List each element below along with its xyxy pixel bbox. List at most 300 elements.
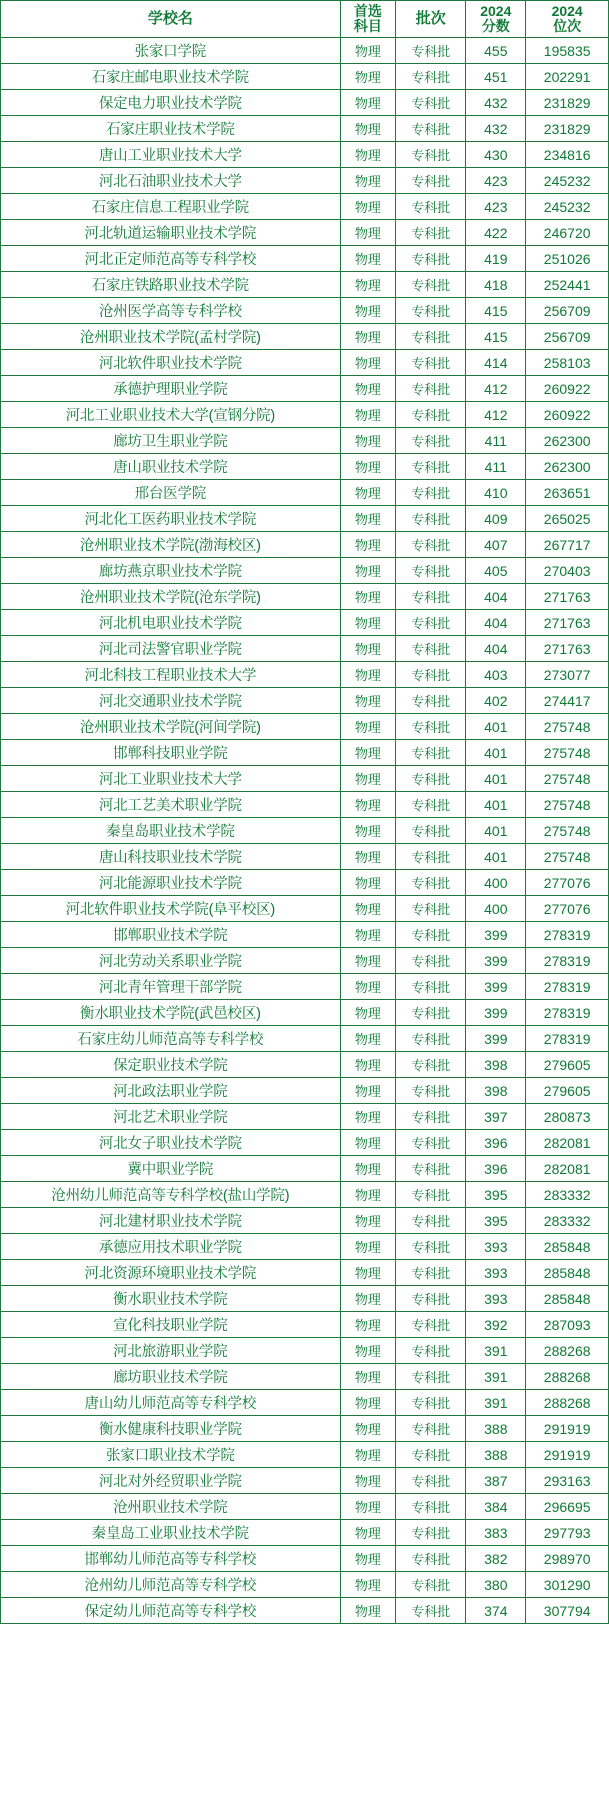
cell-batch: 专科批 xyxy=(396,1572,466,1598)
header-subject xyxy=(340,1,395,38)
cell-school: 沧州幼儿师范高等专科学校 xyxy=(1,1572,341,1598)
cell-school: 保定职业技术学院 xyxy=(1,1052,341,1078)
cell-rank: 285848 xyxy=(526,1260,609,1286)
cell-subject: 物理 xyxy=(340,1078,395,1104)
cell-batch: 专科批 xyxy=(396,1182,466,1208)
cell-score: 415 xyxy=(466,298,526,324)
cell-rank: 280873 xyxy=(526,1104,609,1130)
cell-rank: 278319 xyxy=(526,948,609,974)
cell-school: 河北旅游职业学院 xyxy=(1,1338,341,1364)
cell-score: 412 xyxy=(466,402,526,428)
table-row xyxy=(1,1546,609,1572)
cell-school: 承德护理职业学院 xyxy=(1,376,341,402)
cell-score: 399 xyxy=(466,974,526,1000)
cell-rank: 298970 xyxy=(526,1546,609,1572)
cell-rank: 275748 xyxy=(526,818,609,844)
table-row xyxy=(1,1026,609,1052)
cell-score: 400 xyxy=(466,870,526,896)
table-row xyxy=(1,1052,609,1078)
table-row xyxy=(1,272,609,298)
cell-school: 沧州职业技术学院(河间学院) xyxy=(1,714,341,740)
cell-batch: 专科批 xyxy=(396,116,466,142)
cell-score: 388 xyxy=(466,1442,526,1468)
table-row xyxy=(1,1442,609,1468)
cell-score: 430 xyxy=(466,142,526,168)
cell-subject: 物理 xyxy=(340,610,395,636)
table-row xyxy=(1,428,609,454)
cell-rank: 245232 xyxy=(526,168,609,194)
table-row xyxy=(1,740,609,766)
cell-rank: 288268 xyxy=(526,1390,609,1416)
cell-batch: 专科批 xyxy=(396,610,466,636)
cell-score: 393 xyxy=(466,1260,526,1286)
cell-batch: 专科批 xyxy=(396,714,466,740)
cell-rank: 275748 xyxy=(526,740,609,766)
cell-score: 423 xyxy=(466,194,526,220)
cell-score: 395 xyxy=(466,1208,526,1234)
cell-score: 401 xyxy=(466,792,526,818)
cell-score: 412 xyxy=(466,376,526,402)
table-row xyxy=(1,636,609,662)
cell-school: 石家庄职业技术学院 xyxy=(1,116,341,142)
cell-subject: 物理 xyxy=(340,454,395,480)
cell-school: 张家口职业技术学院 xyxy=(1,1442,341,1468)
cell-score: 400 xyxy=(466,896,526,922)
table-row xyxy=(1,116,609,142)
header-school: 学校名 xyxy=(1,1,341,38)
cell-school: 河北机电职业技术学院 xyxy=(1,610,341,636)
cell-batch: 专科批 xyxy=(396,1026,466,1052)
cell-score: 393 xyxy=(466,1286,526,1312)
cell-subject: 物理 xyxy=(340,506,395,532)
cell-score: 407 xyxy=(466,532,526,558)
cell-score: 398 xyxy=(466,1052,526,1078)
cell-school: 石家庄邮电职业技术学院 xyxy=(1,64,341,90)
cell-rank: 279605 xyxy=(526,1078,609,1104)
table-row xyxy=(1,142,609,168)
cell-rank: 262300 xyxy=(526,428,609,454)
cell-batch: 专科批 xyxy=(396,1078,466,1104)
cell-batch: 专科批 xyxy=(396,428,466,454)
cell-subject: 物理 xyxy=(340,298,395,324)
cell-rank: 275748 xyxy=(526,792,609,818)
cell-subject: 物理 xyxy=(340,1442,395,1468)
cell-batch: 专科批 xyxy=(396,64,466,90)
cell-rank: 278319 xyxy=(526,922,609,948)
cell-subject: 物理 xyxy=(340,532,395,558)
cell-rank: 256709 xyxy=(526,324,609,350)
cell-batch: 专科批 xyxy=(396,38,466,64)
cell-school: 衡水健康科技职业学院 xyxy=(1,1416,341,1442)
cell-rank: 251026 xyxy=(526,246,609,272)
cell-score: 396 xyxy=(466,1156,526,1182)
cell-subject: 物理 xyxy=(340,844,395,870)
cell-subject: 物理 xyxy=(340,740,395,766)
cell-subject: 物理 xyxy=(340,1572,395,1598)
cell-rank: 278319 xyxy=(526,1000,609,1026)
cell-subject: 物理 xyxy=(340,766,395,792)
cell-rank: 282081 xyxy=(526,1130,609,1156)
cell-batch: 专科批 xyxy=(396,584,466,610)
cell-batch: 专科批 xyxy=(396,1598,466,1624)
table-row xyxy=(1,844,609,870)
table-row xyxy=(1,584,609,610)
cell-subject: 物理 xyxy=(340,870,395,896)
cell-school: 河北工业职业技术大学(宣钢分院) xyxy=(1,402,341,428)
cell-score: 384 xyxy=(466,1494,526,1520)
table-row xyxy=(1,1156,609,1182)
cell-rank: 275748 xyxy=(526,766,609,792)
cell-school: 唐山职业技术学院 xyxy=(1,454,341,480)
cell-rank: 271763 xyxy=(526,584,609,610)
cell-subject: 物理 xyxy=(340,1052,395,1078)
cell-batch: 专科批 xyxy=(396,454,466,480)
cell-rank: 279605 xyxy=(526,1052,609,1078)
cell-school: 河北交通职业技术学院 xyxy=(1,688,341,714)
cell-subject: 物理 xyxy=(340,1338,395,1364)
cell-school: 河北科技工程职业技术大学 xyxy=(1,662,341,688)
table-row xyxy=(1,506,609,532)
cell-school: 邯郸幼儿师范高等专科学校 xyxy=(1,1546,341,1572)
cell-batch: 专科批 xyxy=(396,532,466,558)
cell-subject: 物理 xyxy=(340,1156,395,1182)
cell-batch: 专科批 xyxy=(396,1052,466,1078)
cell-subject: 物理 xyxy=(340,142,395,168)
cell-score: 387 xyxy=(466,1468,526,1494)
cell-school: 秦皇岛职业技术学院 xyxy=(1,818,341,844)
cell-subject: 物理 xyxy=(340,1312,395,1338)
cell-score: 432 xyxy=(466,116,526,142)
cell-subject: 物理 xyxy=(340,922,395,948)
header-rank-line2: 位次 xyxy=(553,18,582,34)
cell-score: 399 xyxy=(466,948,526,974)
table-body xyxy=(1,38,609,1624)
table-row xyxy=(1,766,609,792)
table-row xyxy=(1,870,609,896)
table-row xyxy=(1,324,609,350)
cell-batch: 专科批 xyxy=(396,324,466,350)
table-row xyxy=(1,220,609,246)
cell-rank: 231829 xyxy=(526,90,609,116)
cell-subject: 物理 xyxy=(340,584,395,610)
cell-subject: 物理 xyxy=(340,558,395,584)
cell-rank: 288268 xyxy=(526,1364,609,1390)
cell-rank: 252441 xyxy=(526,272,609,298)
cell-score: 411 xyxy=(466,428,526,454)
cell-rank: 271763 xyxy=(526,610,609,636)
cell-subject: 物理 xyxy=(340,1520,395,1546)
cell-rank: 288268 xyxy=(526,1338,609,1364)
cell-school: 河北司法警官职业学院 xyxy=(1,636,341,662)
cell-batch: 专科批 xyxy=(396,90,466,116)
table-row xyxy=(1,1260,609,1286)
cell-batch: 专科批 xyxy=(396,870,466,896)
cell-subject: 物理 xyxy=(340,662,395,688)
table-row xyxy=(1,1078,609,1104)
table-row xyxy=(1,1416,609,1442)
cell-school: 河北软件职业技术学院 xyxy=(1,350,341,376)
cell-score: 403 xyxy=(466,662,526,688)
cell-batch: 专科批 xyxy=(396,1494,466,1520)
cell-school: 河北软件职业技术学院(阜平校区) xyxy=(1,896,341,922)
header-subject-line2: 科目 xyxy=(353,18,382,34)
cell-school: 衡水职业技术学院(武邑校区) xyxy=(1,1000,341,1026)
cell-school: 河北劳动关系职业学院 xyxy=(1,948,341,974)
cell-school: 邢台医学院 xyxy=(1,480,341,506)
cell-rank: 260922 xyxy=(526,402,609,428)
cell-subject: 物理 xyxy=(340,1234,395,1260)
cell-batch: 专科批 xyxy=(396,818,466,844)
cell-score: 395 xyxy=(466,1182,526,1208)
header-batch: 批次 xyxy=(396,1,466,38)
table-row xyxy=(1,1598,609,1624)
cell-score: 401 xyxy=(466,844,526,870)
cell-score: 383 xyxy=(466,1520,526,1546)
cell-subject: 物理 xyxy=(340,636,395,662)
cell-rank: 277076 xyxy=(526,896,609,922)
cell-rank: 258103 xyxy=(526,350,609,376)
table-row xyxy=(1,818,609,844)
cell-school: 廊坊燕京职业技术学院 xyxy=(1,558,341,584)
cell-school: 河北对外经贸职业学院 xyxy=(1,1468,341,1494)
cell-batch: 专科批 xyxy=(396,1208,466,1234)
cell-rank: 260922 xyxy=(526,376,609,402)
cell-rank: 307794 xyxy=(526,1598,609,1624)
cell-subject: 物理 xyxy=(340,896,395,922)
table-row xyxy=(1,1234,609,1260)
cell-school: 秦皇岛工业职业技术学院 xyxy=(1,1520,341,1546)
cell-score: 397 xyxy=(466,1104,526,1130)
cell-batch: 专科批 xyxy=(396,740,466,766)
cell-batch: 专科批 xyxy=(396,974,466,1000)
cell-score: 410 xyxy=(466,480,526,506)
cell-rank: 275748 xyxy=(526,714,609,740)
cell-rank: 296695 xyxy=(526,1494,609,1520)
table-row xyxy=(1,1312,609,1338)
cell-batch: 专科批 xyxy=(396,272,466,298)
cell-score: 374 xyxy=(466,1598,526,1624)
cell-score: 401 xyxy=(466,818,526,844)
table-row xyxy=(1,792,609,818)
table-row xyxy=(1,1572,609,1598)
cell-score: 405 xyxy=(466,558,526,584)
table-row xyxy=(1,194,609,220)
cell-subject: 物理 xyxy=(340,714,395,740)
header-subject-line1: 首选 xyxy=(353,3,382,20)
cell-batch: 专科批 xyxy=(396,1416,466,1442)
cell-subject: 物理 xyxy=(340,64,395,90)
cell-rank: 245232 xyxy=(526,194,609,220)
cell-rank: 278319 xyxy=(526,974,609,1000)
cell-school: 河北能源职业技术学院 xyxy=(1,870,341,896)
cell-score: 409 xyxy=(466,506,526,532)
cell-score: 380 xyxy=(466,1572,526,1598)
cell-school: 河北石油职业技术大学 xyxy=(1,168,341,194)
cell-batch: 专科批 xyxy=(396,194,466,220)
cell-subject: 物理 xyxy=(340,116,395,142)
cell-school: 张家口学院 xyxy=(1,38,341,64)
cell-subject: 物理 xyxy=(340,1104,395,1130)
cell-rank: 291919 xyxy=(526,1416,609,1442)
cell-batch: 专科批 xyxy=(396,1104,466,1130)
cell-rank: 270403 xyxy=(526,558,609,584)
cell-batch: 专科批 xyxy=(396,1000,466,1026)
cell-school: 河北工艺美术职业学院 xyxy=(1,792,341,818)
cell-score: 401 xyxy=(466,714,526,740)
cell-score: 415 xyxy=(466,324,526,350)
cell-school: 承德应用技术职业学院 xyxy=(1,1234,341,1260)
cell-rank: 301290 xyxy=(526,1572,609,1598)
cell-score: 393 xyxy=(466,1234,526,1260)
table-row xyxy=(1,298,609,324)
cell-batch: 专科批 xyxy=(396,1286,466,1312)
cell-batch: 专科批 xyxy=(396,1390,466,1416)
table-row xyxy=(1,1104,609,1130)
cell-subject: 物理 xyxy=(340,1286,395,1312)
cell-rank: 273077 xyxy=(526,662,609,688)
cell-batch: 专科批 xyxy=(396,1338,466,1364)
cell-school: 唐山科技职业技术学院 xyxy=(1,844,341,870)
cell-score: 404 xyxy=(466,636,526,662)
cell-rank: 246720 xyxy=(526,220,609,246)
table-row xyxy=(1,350,609,376)
cell-school: 冀中职业学院 xyxy=(1,1156,341,1182)
cell-batch: 专科批 xyxy=(396,1468,466,1494)
cell-school: 石家庄铁路职业技术学院 xyxy=(1,272,341,298)
table-row xyxy=(1,1182,609,1208)
cell-subject: 物理 xyxy=(340,1130,395,1156)
cell-school: 廊坊职业技术学院 xyxy=(1,1364,341,1390)
cell-subject: 物理 xyxy=(340,168,395,194)
table-row xyxy=(1,1468,609,1494)
cell-batch: 专科批 xyxy=(396,402,466,428)
table-row xyxy=(1,974,609,1000)
cell-school: 邯郸科技职业学院 xyxy=(1,740,341,766)
cell-score: 411 xyxy=(466,454,526,480)
cell-batch: 专科批 xyxy=(396,1234,466,1260)
cell-rank: 277076 xyxy=(526,870,609,896)
cell-score: 401 xyxy=(466,766,526,792)
cell-rank: 285848 xyxy=(526,1286,609,1312)
cell-batch: 专科批 xyxy=(396,376,466,402)
table-row xyxy=(1,1286,609,1312)
header-rank-line1: 2024 xyxy=(551,3,583,20)
header-score xyxy=(466,1,526,38)
cell-school: 沧州职业技术学院(沧东学院) xyxy=(1,584,341,610)
table-row xyxy=(1,90,609,116)
cell-rank: 234816 xyxy=(526,142,609,168)
cell-subject: 物理 xyxy=(340,1182,395,1208)
cell-school: 衡水职业技术学院 xyxy=(1,1286,341,1312)
cell-school: 河北建材职业技术学院 xyxy=(1,1208,341,1234)
table-row xyxy=(1,402,609,428)
cell-subject: 物理 xyxy=(340,428,395,454)
cell-batch: 专科批 xyxy=(396,1520,466,1546)
cell-score: 404 xyxy=(466,584,526,610)
cell-score: 392 xyxy=(466,1312,526,1338)
cell-school: 宣化科技职业学院 xyxy=(1,1312,341,1338)
cell-school: 河北化工医药职业技术学院 xyxy=(1,506,341,532)
table-row xyxy=(1,454,609,480)
table-row xyxy=(1,1364,609,1390)
cell-rank: 275748 xyxy=(526,844,609,870)
cell-batch: 专科批 xyxy=(396,350,466,376)
cell-score: 414 xyxy=(466,350,526,376)
cell-score: 399 xyxy=(466,922,526,948)
cell-subject: 物理 xyxy=(340,1000,395,1026)
table-row xyxy=(1,1390,609,1416)
cell-school: 河北轨道运输职业技术学院 xyxy=(1,220,341,246)
cell-rank: 283332 xyxy=(526,1208,609,1234)
cell-subject: 物理 xyxy=(340,272,395,298)
table-row xyxy=(1,662,609,688)
cell-rank: 278319 xyxy=(526,1026,609,1052)
cell-batch: 专科批 xyxy=(396,246,466,272)
cell-rank: 293163 xyxy=(526,1468,609,1494)
cell-school: 沧州职业技术学院(孟村学院) xyxy=(1,324,341,350)
cell-batch: 专科批 xyxy=(396,1546,466,1572)
cell-rank: 283332 xyxy=(526,1182,609,1208)
cell-score: 382 xyxy=(466,1546,526,1572)
cell-rank: 287093 xyxy=(526,1312,609,1338)
cell-subject: 物理 xyxy=(340,402,395,428)
cell-score: 432 xyxy=(466,90,526,116)
cell-school: 沧州医学高等专科学校 xyxy=(1,298,341,324)
cell-school: 唐山工业职业技术大学 xyxy=(1,142,341,168)
cell-batch: 专科批 xyxy=(396,1442,466,1468)
cell-batch: 专科批 xyxy=(396,1130,466,1156)
cell-subject: 物理 xyxy=(340,818,395,844)
cell-score: 422 xyxy=(466,220,526,246)
cell-subject: 物理 xyxy=(340,376,395,402)
cell-subject: 物理 xyxy=(340,480,395,506)
table-row xyxy=(1,1520,609,1546)
table-row xyxy=(1,714,609,740)
table-row xyxy=(1,168,609,194)
cell-school: 保定电力职业技术学院 xyxy=(1,90,341,116)
header-row xyxy=(1,1,609,38)
cell-score: 418 xyxy=(466,272,526,298)
cell-batch: 专科批 xyxy=(396,688,466,714)
table-row xyxy=(1,64,609,90)
cell-rank: 291919 xyxy=(526,1442,609,1468)
table-row xyxy=(1,246,609,272)
header-score-line2: 分数 xyxy=(481,18,510,34)
cell-rank: 256709 xyxy=(526,298,609,324)
cell-subject: 物理 xyxy=(340,38,395,64)
table-row xyxy=(1,948,609,974)
cell-school: 石家庄幼儿师范高等专科学校 xyxy=(1,1026,341,1052)
cell-subject: 物理 xyxy=(340,350,395,376)
cell-score: 398 xyxy=(466,1078,526,1104)
header-rank xyxy=(526,1,609,38)
cell-subject: 物理 xyxy=(340,1390,395,1416)
table-row xyxy=(1,532,609,558)
cell-score: 391 xyxy=(466,1390,526,1416)
table-row xyxy=(1,922,609,948)
cell-score: 399 xyxy=(466,1026,526,1052)
cell-school: 沧州职业技术学院 xyxy=(1,1494,341,1520)
table-row xyxy=(1,480,609,506)
cell-subject: 物理 xyxy=(340,1598,395,1624)
cell-subject: 物理 xyxy=(340,792,395,818)
cell-school: 河北女子职业技术学院 xyxy=(1,1130,341,1156)
cell-school: 邯郸职业技术学院 xyxy=(1,922,341,948)
cell-subject: 物理 xyxy=(340,194,395,220)
cell-score: 423 xyxy=(466,168,526,194)
cell-batch: 专科批 xyxy=(396,506,466,532)
table-row xyxy=(1,558,609,584)
